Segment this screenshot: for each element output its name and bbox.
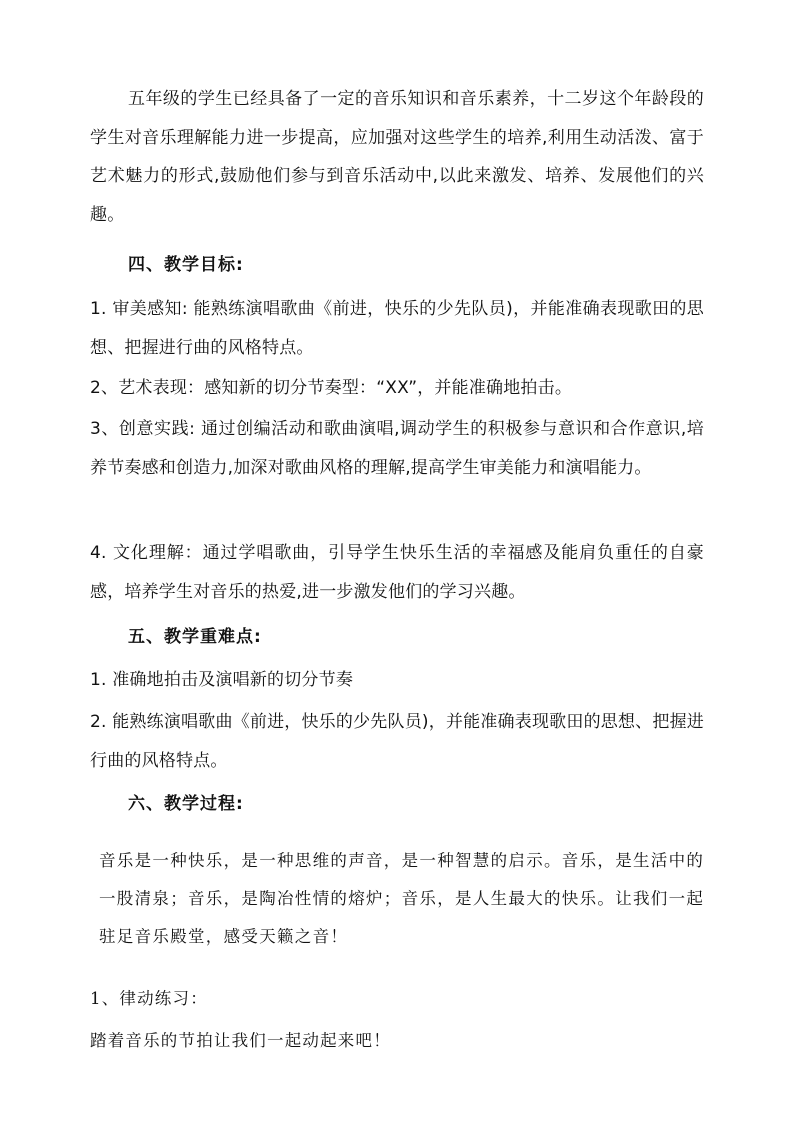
objective-item-3: 3、创意实践: 通过创编活动和歌曲演唱,调动学生的积极参与意识和合作意识,培养节奏感和创造力,加深对歌曲风格的理解,提高学生审美能力和演唱能力。 bbox=[90, 419, 704, 478]
step-1-text: 踏着音乐的节拍让我们一起动起来吧！ bbox=[90, 1031, 391, 1050]
section-heading-process: 六、教学过程: bbox=[128, 794, 244, 814]
objective-item-2: 2、艺术表现：感知新的切分节奏型：“XX”，并能准确地拍击。 bbox=[90, 378, 573, 398]
section-heading-key-points: 五、教学重难点: bbox=[128, 627, 262, 647]
section-heading-objectives: 四、教学目标: bbox=[128, 255, 244, 275]
objective-item-1: 1. 审美感知: 能熟练演唱歌曲《前进，快乐的少先队员)，并能准确表现歌田的思想、把握进行曲的风格特点。 bbox=[90, 299, 704, 358]
intro-paragraph: 五年级的学生已经具备了一定的音乐知识和音乐素养，十二岁这个年龄段的学生对音乐理解能力进一步提高，应加强对这些学生的培养,利用生动活泼、富于艺术魅力的形式,鼓励他们参与到音乐活动中,以此来激发、培养、发展他们的兴趣。 bbox=[90, 89, 704, 225]
objective-item-4: 4. 文化理解：通过学唱歌曲，引导学生快乐生活的幸福感及能肩负重任的自豪感，培养学生对音乐的热爱,进一步激发他们的学习兴趣。 bbox=[90, 543, 704, 602]
key-point-item-2: 2. 能熟练演唱歌曲《前进，快乐的少先队员)，并能准确表现歌田的思想、把握进行曲的风格特点。 bbox=[90, 712, 704, 771]
process-quote-paragraph: 音乐是一种快乐，是一种思维的声音，是一种智慧的启示。音乐，是生活中的一股清泉；音乐，是陶冶性情的熔炉；音乐，是人生最大的快乐。让我们一起驻足音乐殿堂，感受天籁之音！ bbox=[99, 851, 705, 946]
step-1-title: 1、律动练习： bbox=[90, 989, 208, 1008]
key-point-item-1: 1. 准确地拍击及演唱新的切分节奏 bbox=[90, 670, 354, 690]
